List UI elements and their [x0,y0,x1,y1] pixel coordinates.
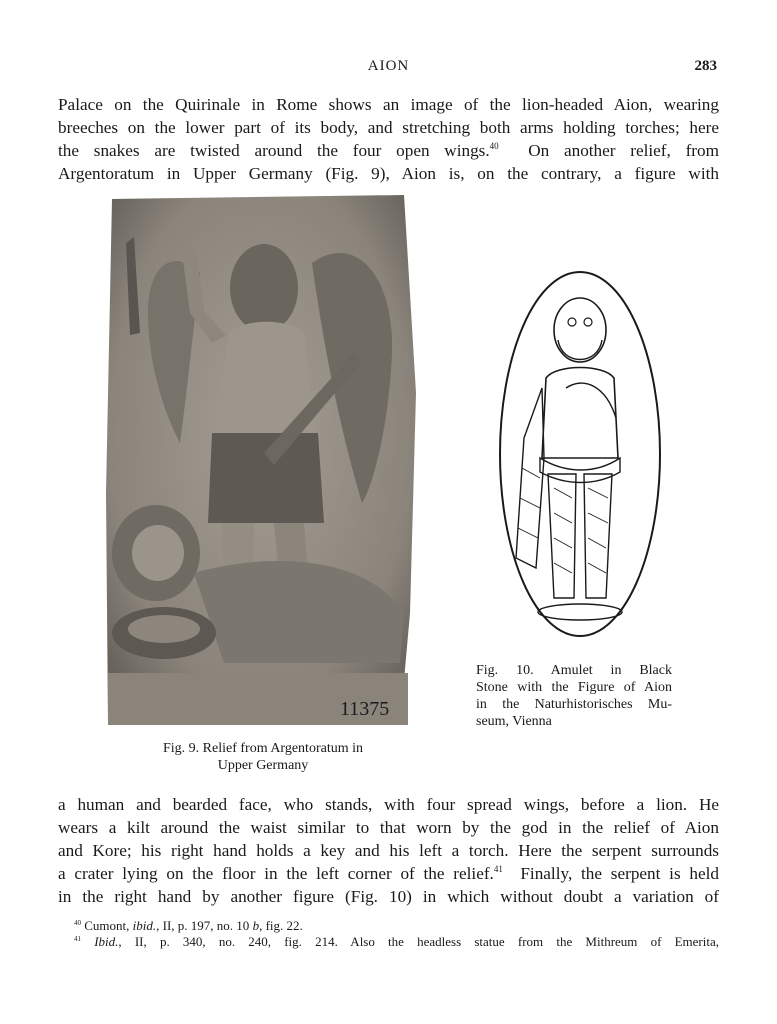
footnote-41 [74,934,719,950]
text-segment: Finally, the serpent is held [520,864,719,883]
relief-inscription: 11375 [340,698,390,720]
footnote-ref-40[interactable]: 40 [489,141,499,151]
text-line: Argentoratum in Upper Germany (Fig. 9), Aion is, on the contrary, a figure with [58,164,719,183]
figure-10-caption [476,662,672,730]
footnote-number: 40 [74,919,81,927]
stone-relief-image [104,193,422,727]
footnote-number: 41 [74,935,81,943]
caption-line: Fig. 9. Relief from Argentoratum in [163,741,363,756]
text-line: wears a kilt around the waist similar to that worn by the god in the relief of Aion [58,818,719,837]
footnote-italic: b [252,918,260,933]
text-line: Palace on the Quirinale in Rome shows an image of the lion-headed Aion, wearing [58,95,719,114]
footnote-text: Cumont, [84,918,133,933]
footnote-italic: ibid. [132,918,157,933]
figure-9-caption [104,740,422,774]
footnote-text: , II, p. 340, no. 240, fig. 214. Also the headless statue from the Mithreum of Emerita, [118,934,720,949]
page-number: 283 [694,58,717,74]
footnote-40 [74,918,719,934]
caption-line: seum, Vienna [476,714,552,729]
text-line: breeches on the lower part of its body, and stretching both arms holding torches; here [58,118,719,137]
figure-10-amulet [496,268,664,640]
bottom-paragraph [58,793,719,908]
text-segment: the snakes are twisted around the four open wings. [58,141,490,160]
text-line: and Kore; his right hand holds a key and his left a torch. Here the serpent surrounds [58,841,719,860]
footnote-text: , II, p. 197, no. 10 [156,918,253,933]
footnote-ref-41[interactable]: 41 [493,864,503,874]
text-segment: On another relief, from [528,141,719,160]
footnote-italic: Ibid. [94,934,119,949]
caption-line: in the Naturhistorisches Mu- [476,697,672,712]
running-title: AION [367,58,410,74]
figure-9-relief [104,193,422,727]
text-line [58,139,719,162]
caption-line: Fig. 10. Amulet in Black [476,663,672,678]
running-head [0,58,777,80]
amulet-drawing-image [496,268,664,640]
text-line: a human and bearded face, who stands, with four spread wings, before a lion. He [58,795,719,814]
caption-line: Stone with the Figure of Aion [476,680,672,695]
text-line: in the right hand by another figure (Fig. 10) in which without doubt a variation of [58,887,719,906]
text-segment: a crater lying on the floor in the left corner of the relief. [58,864,494,883]
footnote-text: , fig. 22. [259,918,303,933]
caption-line: Upper Germany [217,758,309,773]
footnotes [74,918,719,950]
text-line [58,862,719,885]
top-paragraph [58,93,719,185]
